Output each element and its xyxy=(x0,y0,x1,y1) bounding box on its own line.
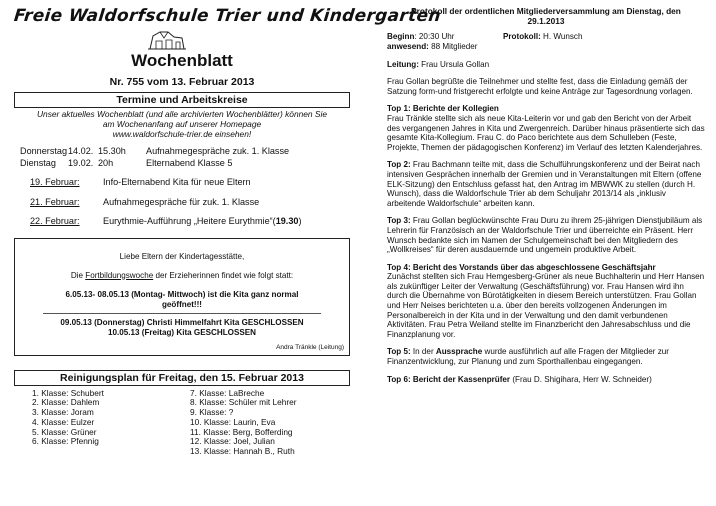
top-3 xyxy=(387,216,705,254)
event-date: 22. Februar: xyxy=(30,216,80,226)
kita-greeting: Liebe Eltern der Kindertagesstätte, xyxy=(119,251,245,261)
top-1-heading: Top 1: Berichte der Kollegien xyxy=(387,104,499,114)
top-5 xyxy=(387,347,705,366)
meta-protokoll xyxy=(503,32,582,42)
protocol-title-line: 29.1.2013 xyxy=(527,16,565,27)
cleaning-heading: Reinigungsplan für Freitag, den 15. Februar 2013 xyxy=(14,370,350,386)
protocol-title xyxy=(387,6,705,26)
cleaning-item: 13. Klasse: Hannah B., Ruth xyxy=(190,446,295,457)
event-row xyxy=(14,216,350,228)
date-row xyxy=(14,146,350,158)
date-date: 19.02. xyxy=(68,157,94,168)
masthead xyxy=(14,26,350,72)
cleaning-item: 11. Klasse: Berg, Bofferding xyxy=(190,426,293,437)
event-date: 21. Februar: xyxy=(30,196,80,207)
homepage-note-line: am Wochenanfang auf unserer Homepage xyxy=(102,119,262,129)
top-6 xyxy=(387,375,705,385)
newsletter-title: Wochenblatt xyxy=(131,51,233,70)
top-4-text: Zunächst stellten sich Frau Hemgesberg-Grüner als neue Buchhalterin und Herr Hansen als zukünftiger Leiter der Verwaltung (Geschäftsführung) vor. Frau Hansen wird ihn durch die Übernahme von Bürotätigkeiten in diesem Bereich unterstützen. Frau Gollan und Herr Neises berichteten u.a. über den bereits vollzogenen Änderungen im Personalbereich in der Kita und in der Verwaltung und den damit verbundenen Aktivitäten. Frau Petra Weiland stellte im Finanzbericht den Jahresabschluss und die Finanzplanung vor. xyxy=(387,272,705,339)
meta-row xyxy=(387,42,705,52)
top-5-bold: Aussprache xyxy=(435,347,483,357)
top-5-text: wurde ausführlich auf alle Fragen der Mitglieder zur Finanzentwicklung, zur Planung und zum Sporthallenbau eingegangen. xyxy=(387,347,669,367)
top-3-text: Frau Gollan beglückwünschte Frau Duru zu ihrem 25-jährigen Dienstjubiläum als Lehrerin für Französisch an der Waldorfschule Trier und überreichte ein Präsent. Herr Wunsch bedankte sich im Namen der Schulgemeinschaft bei den Mitgliedern des „Wollkreises“ für deren ausdauernde und ungemein produktive Arbeit. xyxy=(387,216,703,255)
meta-leitung xyxy=(387,60,705,70)
kita-notice-box xyxy=(14,238,350,356)
top-6-heading: Top 6: Bericht der Kassenprüfer xyxy=(387,374,511,384)
date-time: 20h xyxy=(98,157,114,168)
event-text-tail: ) xyxy=(298,216,302,226)
event-row xyxy=(14,177,350,189)
date-date: 14.02. xyxy=(68,146,94,156)
date-list xyxy=(14,146,350,169)
event-date: 19. Februar: xyxy=(30,177,80,187)
cleaning-item: 1. Klasse: Schubert xyxy=(32,387,104,398)
event-text: Aufnahmegespräche für zuk. 1. Klasse xyxy=(103,196,260,207)
beginn-value: : 20:30 Uhr xyxy=(414,32,455,42)
meta-row xyxy=(387,32,705,42)
event-text xyxy=(103,216,301,228)
date-text: Aufnahmegespräche zuk. 1. Klasse xyxy=(146,146,290,156)
event-text-main: Eurythmie-Aufführung „Heitere Eurythmie“( xyxy=(103,216,276,226)
cleaning-col-2 xyxy=(190,389,350,458)
top-1 xyxy=(387,104,705,152)
kita-signature: Andra Tränkle (Leitung) xyxy=(276,343,344,351)
cleaning-item: 5. Klasse: Grüner xyxy=(32,426,97,437)
anwesend-value: 88 Mitglieder xyxy=(428,42,478,51)
leitung-value: Frau Ursula Gollan xyxy=(418,59,490,69)
cleaning-item: 10. Klasse: Laurin, Eva xyxy=(190,416,276,427)
protocol-meta xyxy=(387,32,705,51)
homepage-note-line: Unser aktuelles Wochenblatt (und alle archivierten Wochenblätter) können Sie xyxy=(36,109,328,119)
school-name: Freie Waldorfschule Trier und Kindergarten xyxy=(12,6,442,26)
date-day: Dienstag xyxy=(20,157,56,168)
kita-open-week xyxy=(15,290,349,310)
cleaning-item: 4. Klasse: Eulzer xyxy=(32,416,95,427)
top-3-heading: Top 3: xyxy=(387,216,411,226)
leitung-label: Leitung: xyxy=(387,59,419,69)
issue-number: Nr. 755 vom 13. Februar 2013 xyxy=(109,76,255,88)
meta-beginn xyxy=(387,32,503,42)
date-day: Donnerstag xyxy=(20,146,68,156)
top-2-text: Frau Bachmann teilte mit, dass die Schulführungskonferenz und der Beirat nach intensiven Gesprächen innerhalb der Gremien und in Veranstaltungen mit Eltern (offene ELK-Sitzung) den Entschluss gefasst hat, den Antrag im MBWWK zu stellen (durch H. Wunsch), dass die Waldorfschule Trier ab dem Schuljahr 2013/14 als „inklusiv arbeitende Waldorfschule“ arbeiten kann. xyxy=(387,160,702,208)
protokoll-label: Protokoll: xyxy=(503,32,541,42)
kita-intro-pre: Die xyxy=(70,270,86,280)
kita-open-line: geöffnet!!! xyxy=(161,299,202,309)
beginn-label: Beginn xyxy=(387,32,415,42)
meta-anwesend xyxy=(387,42,477,52)
top-2-heading: Top 2: xyxy=(387,160,411,170)
protocol-title-line: Protokoll der ordentlichen Mitgliederversammlung am Dienstag, den xyxy=(411,6,681,16)
cleaning-item: 7. Klasse: LaBreche xyxy=(190,387,265,398)
event-row xyxy=(14,197,350,209)
top-1-text: Frau Tränkle stellte sich als neue Kita-Leiterin vor und gab den Bericht von der Arbeit des vergangenen Jahres in Kita und Zwergenreich. Darüber hinaus präsentierte sich das gesamte Kita-Kollegium. Frau C. do Paco berichtete aus dem Schulleben (Feste, Projekte, Themen der pädagogischen Konferenz) im Verlauf des letzten Kalenderjahres. xyxy=(387,113,705,152)
homepage-note-line: www.waldorfschule-trier.de einsehen! xyxy=(112,129,252,139)
top-4-heading: Top 4: Bericht des Vorstands über das abgeschlossene Geschäftsjahr xyxy=(387,262,656,272)
top-6-text: (Frau D. Shigihara, Herr W. Schneider) xyxy=(510,374,652,384)
kita-open-line: 6.05.13- 08.05.13 (Montag- Mittwoch) ist die Kita ganz normal xyxy=(65,289,299,299)
cleaning-item: 3. Klasse: Joram xyxy=(32,407,94,418)
kita-closed-line: 10.05.13 (Freitag) Kita GESCHLOSSEN xyxy=(108,327,256,337)
kita-divider xyxy=(43,313,321,314)
kita-closed-line: 09.05.13 (Donnerstag) Christi Himmelfahrt Kita GESCHLOSSEN xyxy=(60,317,304,327)
top-2 xyxy=(387,160,705,208)
date-row xyxy=(14,158,350,170)
top-4 xyxy=(387,263,705,340)
kita-closed xyxy=(15,318,349,338)
top-5-pre: In der xyxy=(410,347,436,357)
cleaning-item: 12. Klasse: Joel, Julian xyxy=(190,436,275,447)
protokoll-value: H. Wunsch xyxy=(540,32,583,42)
kita-intro xyxy=(15,271,349,280)
top-5-heading: Top 5: xyxy=(387,347,411,357)
homepage-note xyxy=(14,109,350,139)
right-column xyxy=(387,6,705,384)
anwesend-label: anwesend: xyxy=(387,42,429,51)
event-time: 19.30 xyxy=(275,216,299,226)
protocol-intro: Frau Gollan begrüßte die Teilnehmer und stellte fest, dass die Einladung gemäß der Satzung form-und fristgerecht erfolgte und keine Anträge zur Tagesordnung vorlagen. xyxy=(387,77,693,96)
cleaning-plan xyxy=(14,389,350,458)
event-text: Info-Elternabend Kita für neue Eltern xyxy=(103,177,251,187)
kita-intro-underlined: Fortbildungswoche xyxy=(85,270,154,280)
date-text: Elternabend Klasse 5 xyxy=(146,157,233,168)
cleaning-item: 9. Klasse: ? xyxy=(190,407,234,418)
cleaning-item: 6. Klasse: Pfennig xyxy=(32,436,99,447)
date-time: 15.30h xyxy=(98,146,126,156)
termine-heading: Termine und Arbeitskreise xyxy=(14,92,350,108)
cleaning-col-1 xyxy=(14,389,190,458)
cleaning-item: 2. Klasse: Dahlem xyxy=(32,397,100,408)
kita-intro-post: der Erzieherinnen findet wie folgt statt: xyxy=(153,270,294,280)
cleaning-item: 8. Klasse: Schüler mit Lehrer xyxy=(190,397,297,408)
